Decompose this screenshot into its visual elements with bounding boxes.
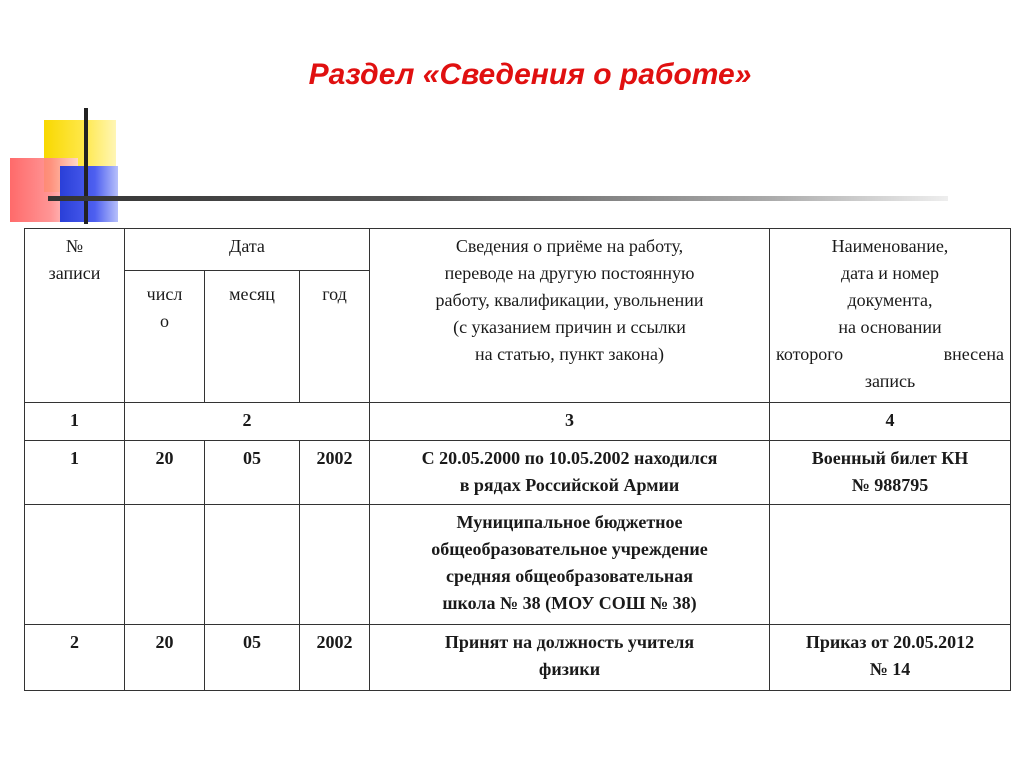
decor-vertical-line [84, 108, 88, 224]
record-month [205, 505, 300, 625]
header-work-info: Сведения о приёме на работу, переводе на другую постоянную работу, квалификации, увольнении (с указанием причин и ссылки на статью, пункт закона) [370, 229, 770, 403]
table-row [25, 441, 1011, 505]
header-month: месяц [205, 271, 300, 403]
page-title: Раздел «Сведения о работе» [308, 58, 752, 91]
colnum-4: 4 [770, 403, 1011, 441]
decor-blue-square [60, 166, 118, 222]
record-day [125, 505, 205, 625]
header-date: Дата [125, 229, 370, 271]
column-numbers-row [25, 403, 1011, 441]
work-record-table [24, 228, 1011, 691]
record-number [25, 505, 125, 625]
record-day: 20 [125, 625, 205, 691]
table-header-row [25, 229, 1011, 271]
record-month: 05 [205, 441, 300, 505]
header-record-number: № записи [25, 229, 125, 403]
record-document: Приказ от 20.05.2012 № 14 [770, 625, 1011, 691]
decor-horizontal-line [48, 196, 948, 201]
record-info: Муниципальное бюджетное общеобразовательное учреждение средняя общеобразовательная школа № 38 (МОУ СОШ № 38) [370, 505, 770, 625]
record-year: 2002 [300, 441, 370, 505]
header-day: числ о [125, 271, 205, 403]
record-year: 2002 [300, 625, 370, 691]
table-row [25, 625, 1011, 691]
record-document [770, 505, 1011, 625]
record-info: С 20.05.2000 по 10.05.2002 находился в рядах Российской Армии [370, 441, 770, 505]
record-day: 20 [125, 441, 205, 505]
colnum-1: 1 [25, 403, 125, 441]
record-month: 05 [205, 625, 300, 691]
colnum-3: 3 [370, 403, 770, 441]
record-year [300, 505, 370, 625]
record-number: 1 [25, 441, 125, 505]
record-document: Военный билет КН № 988795 [770, 441, 1011, 505]
record-number: 2 [25, 625, 125, 691]
table-row [25, 505, 1011, 625]
header-year: год [300, 271, 370, 403]
colnum-2: 2 [125, 403, 370, 441]
header-document: Наименование, дата и номер документа, на основании которого внесена запись [770, 229, 1011, 403]
record-info: Принят на должность учителя физики [370, 625, 770, 691]
